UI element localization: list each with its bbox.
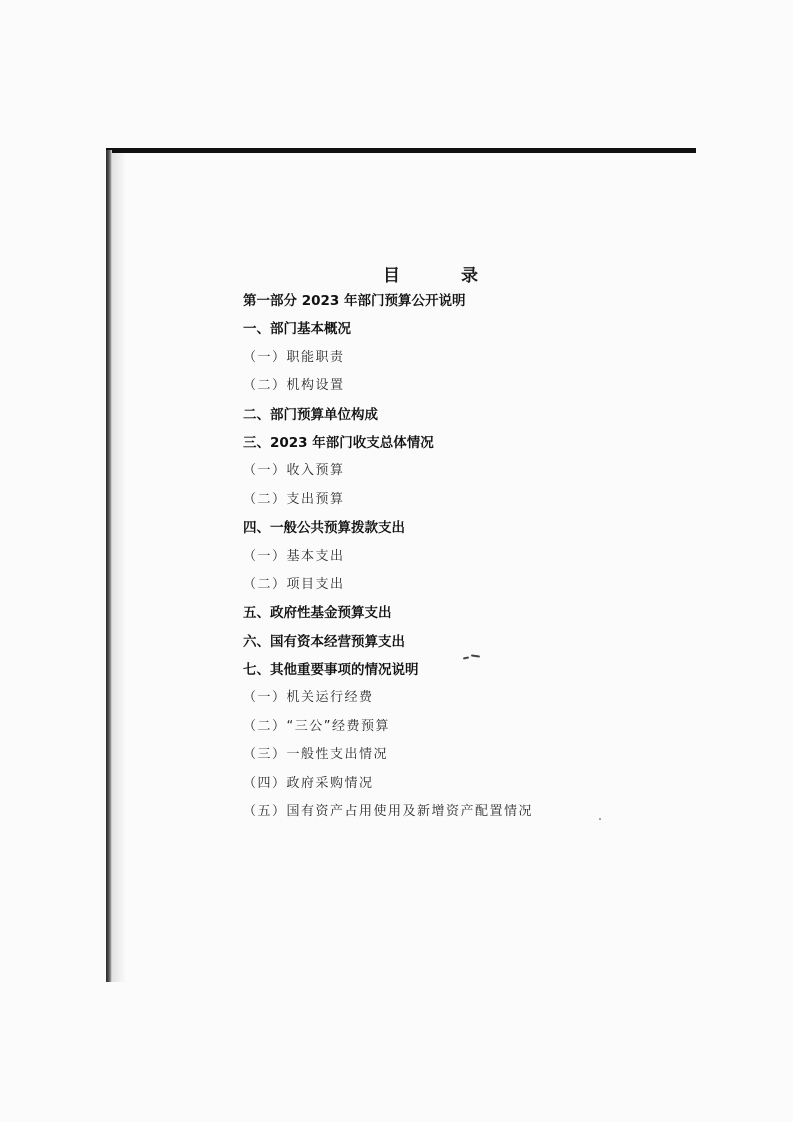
toc-subsection-item: （二）机构设置 (243, 378, 345, 394)
toc-subsection-item: （一）收入预算 (243, 463, 345, 479)
toc-subsection-item: （二）“三公”经费预算 (243, 718, 390, 734)
toc-list (243, 290, 533, 829)
toc-subsection-item: （一）机关运行经费 (243, 690, 374, 706)
toc-subsection-item: （一）基本支出 (243, 548, 345, 564)
toc-subsection-item: （二）支出预算 (243, 491, 345, 507)
scan-top-border (106, 148, 696, 153)
toc-title: 目 录 (383, 266, 500, 286)
toc-section-heading: 六、国有资本经营预算支出 (243, 633, 405, 650)
toc-section-heading: 七、其他重要事项的情况说明 (243, 662, 419, 679)
scan-left-shadow (112, 150, 126, 982)
toc-subsection-item: （二）项目支出 (243, 576, 345, 592)
toc-subsection-item: （四）政府采购情况 (243, 775, 374, 791)
toc-subsection-item: （五）国有资产占用使用及新增资产配置情况 (243, 804, 534, 820)
toc-subsection-item: （三）一般性支出情况 (243, 747, 389, 763)
toc-section-heading: 三、2023 年部门收支总体情况 (243, 434, 434, 451)
toc-section-heading: 四、一般公共预算拨款支出 (243, 520, 405, 537)
toc-section-heading: 一、部门基本概况 (243, 321, 351, 338)
scan-speck (599, 818, 601, 820)
toc-section-heading: 第一部分 2023 年部门预算公开说明 (243, 293, 466, 309)
toc-section-heading: 二、部门预算单位构成 (243, 406, 378, 423)
toc-section-heading: 五、政府性基金预算支出 (243, 605, 392, 622)
toc-subsection-item: （一）职能职责 (243, 349, 345, 365)
